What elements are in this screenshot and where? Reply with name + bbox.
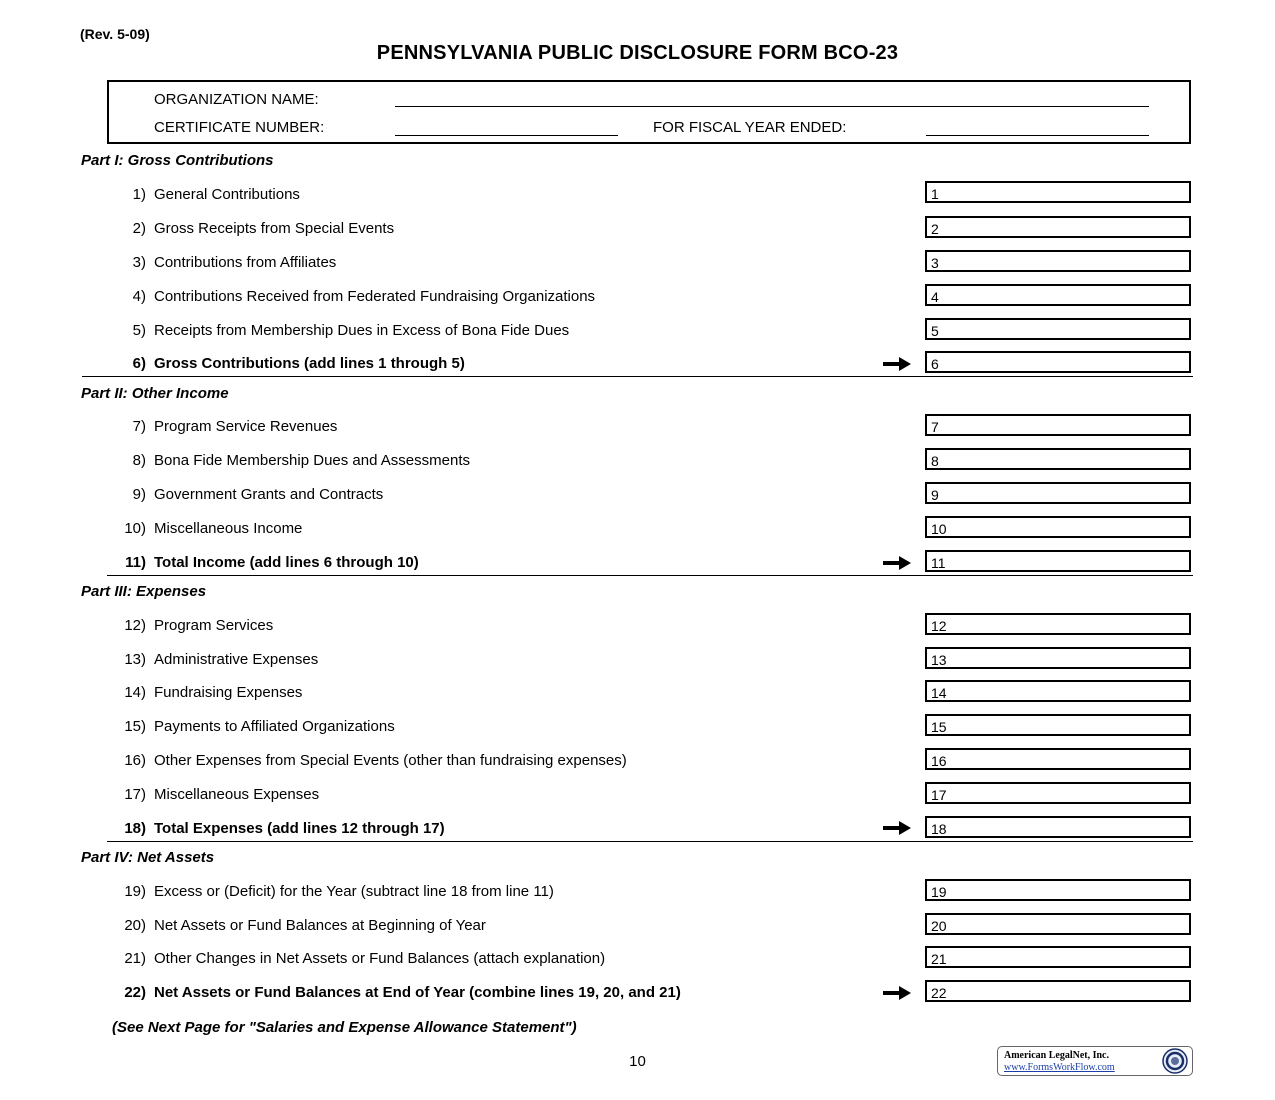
part-2-heading: Part II: Other Income — [81, 385, 229, 402]
line-number: 11) — [125, 554, 146, 571]
fiscal-year-label: FOR FISCAL YEAR ENDED: — [653, 119, 847, 136]
amount-field-line-6[interactable]: 6 — [925, 351, 1191, 373]
line-number: 18) — [124, 820, 146, 837]
line-label: Miscellaneous Expenses — [154, 786, 320, 803]
line-number: 20) — [124, 917, 146, 934]
page-number: 10 — [629, 1053, 646, 1070]
amount-field-line-3[interactable]: 3 — [925, 250, 1191, 272]
line-number: 15) — [124, 718, 146, 735]
globe-icon — [1162, 1048, 1188, 1074]
line-label: Program Services — [154, 617, 274, 634]
line-label: Contributions from Affiliates — [154, 254, 337, 271]
line-label: Administrative Expenses — [154, 651, 319, 668]
line-label: Other Changes in Net Assets or Fund Balances (attach explanation) — [154, 950, 606, 967]
certificate-number-field[interactable] — [395, 135, 618, 136]
line-number: 10) — [124, 520, 146, 537]
line-label: Miscellaneous Income — [154, 520, 303, 537]
line-number: 19) — [124, 883, 146, 900]
part-4-heading: Part IV: Net Assets — [81, 849, 215, 866]
amount-field-line-22[interactable]: 22 — [925, 980, 1191, 1002]
arrow-right-icon — [883, 357, 911, 371]
arrow-right-icon — [883, 821, 911, 835]
amount-field-line-7[interactable]: 7 — [925, 414, 1191, 436]
amount-field-line-13[interactable]: 13 — [925, 647, 1191, 669]
amount-field-line-20[interactable]: 20 — [925, 913, 1191, 935]
amount-field-line-19[interactable]: 19 — [925, 879, 1191, 901]
amount-field-line-15[interactable]: 15 — [925, 714, 1191, 736]
line-label: Program Service Revenues — [154, 418, 338, 435]
line-number: 22) — [124, 984, 146, 1001]
line-number: 8) — [132, 452, 146, 469]
amount-field-line-4[interactable]: 4 — [925, 284, 1191, 306]
line-number: 3) — [132, 254, 146, 271]
line-label: Net Assets or Fund Balances at Beginning of Year — [154, 917, 486, 934]
line-number: 14) — [124, 684, 146, 701]
line-number: 4) — [132, 288, 146, 305]
line-number: 5) — [132, 322, 146, 339]
line-label: Government Grants and Contracts — [154, 486, 384, 503]
line-label: Excess or (Deficit) for the Year (subtract line 18 from line 11) — [154, 883, 554, 900]
amount-field-line-17[interactable]: 17 — [925, 782, 1191, 804]
next-page-note: (See Next Page for "Salaries and Expense Allowance Statement") — [112, 1019, 577, 1036]
amount-field-line-21[interactable]: 21 — [925, 946, 1191, 968]
line-number: 13) — [124, 651, 146, 668]
amount-field-line-5[interactable]: 5 — [925, 318, 1191, 340]
line-number: 21) — [124, 950, 146, 967]
amount-field-line-9[interactable]: 9 — [925, 482, 1191, 504]
line-number: 17) — [124, 786, 146, 803]
amount-field-line-8[interactable]: 8 — [925, 448, 1191, 470]
line-label: Total Expenses (add lines 12 through 17) — [154, 820, 445, 837]
part-1-heading: Part I: Gross Contributions — [81, 152, 274, 169]
amount-field-line-16[interactable]: 16 — [925, 748, 1191, 770]
line-number: 2) — [132, 220, 146, 237]
line-number: 16) — [124, 752, 146, 769]
line-number: 7) — [132, 418, 146, 435]
section-divider — [82, 376, 1193, 377]
line-label: Net Assets or Fund Balances at End of Year (combine lines 19, 20, and 21) — [154, 984, 681, 1001]
amount-field-line-12[interactable]: 12 — [925, 613, 1191, 635]
organization-name-label: ORGANIZATION NAME: — [154, 91, 319, 108]
line-label: General Contributions — [154, 186, 300, 203]
amount-field-line-11[interactable]: 11 — [925, 550, 1191, 572]
organization-name-field[interactable] — [395, 106, 1149, 107]
arrow-right-icon — [883, 986, 911, 1000]
amount-field-line-14[interactable]: 14 — [925, 680, 1191, 702]
section-divider — [107, 841, 1193, 842]
amount-field-line-2[interactable]: 2 — [925, 216, 1191, 238]
amount-field-line-10[interactable]: 10 — [925, 516, 1191, 538]
line-label: Receipts from Membership Dues in Excess of Bona Fide Dues — [154, 322, 570, 339]
form-title: PENNSYLVANIA PUBLIC DISCLOSURE FORM BCO-23 — [376, 42, 899, 64]
line-label: Total Income (add lines 6 through 10) — [154, 554, 419, 571]
logo-url-link[interactable]: www.FormsWorkFlow.com — [1004, 1062, 1115, 1073]
line-label: Payments to Affiliated Organizations — [154, 718, 395, 735]
line-number: 12) — [124, 617, 146, 634]
certificate-number-label: CERTIFICATE NUMBER: — [154, 119, 325, 136]
line-number: 6) — [132, 355, 146, 372]
line-label: Bona Fide Membership Dues and Assessments — [154, 452, 470, 469]
line-number: 1) — [132, 186, 146, 203]
logo-company-name: American LegalNet, Inc. — [1004, 1050, 1109, 1061]
section-divider — [107, 575, 1193, 576]
line-label: Other Expenses from Special Events (other than fundraising expenses) — [154, 752, 627, 769]
vendor-logo[interactable] — [997, 1046, 1193, 1076]
amount-field-line-18[interactable]: 18 — [925, 816, 1191, 838]
line-label: Gross Contributions (add lines 1 through 5) — [154, 355, 465, 372]
amount-field-line-1[interactable]: 1 — [925, 181, 1191, 203]
line-label: Gross Receipts from Special Events — [154, 220, 395, 237]
arrow-right-icon — [883, 556, 911, 570]
line-label: Fundraising Expenses — [154, 684, 303, 701]
line-number: 9) — [132, 486, 146, 503]
part-3-heading: Part III: Expenses — [81, 583, 207, 600]
fiscal-year-field[interactable] — [926, 135, 1149, 136]
revision-label: (Rev. 5-09) — [80, 26, 150, 42]
line-label: Contributions Received from Federated Fundraising Organizations — [154, 288, 596, 305]
